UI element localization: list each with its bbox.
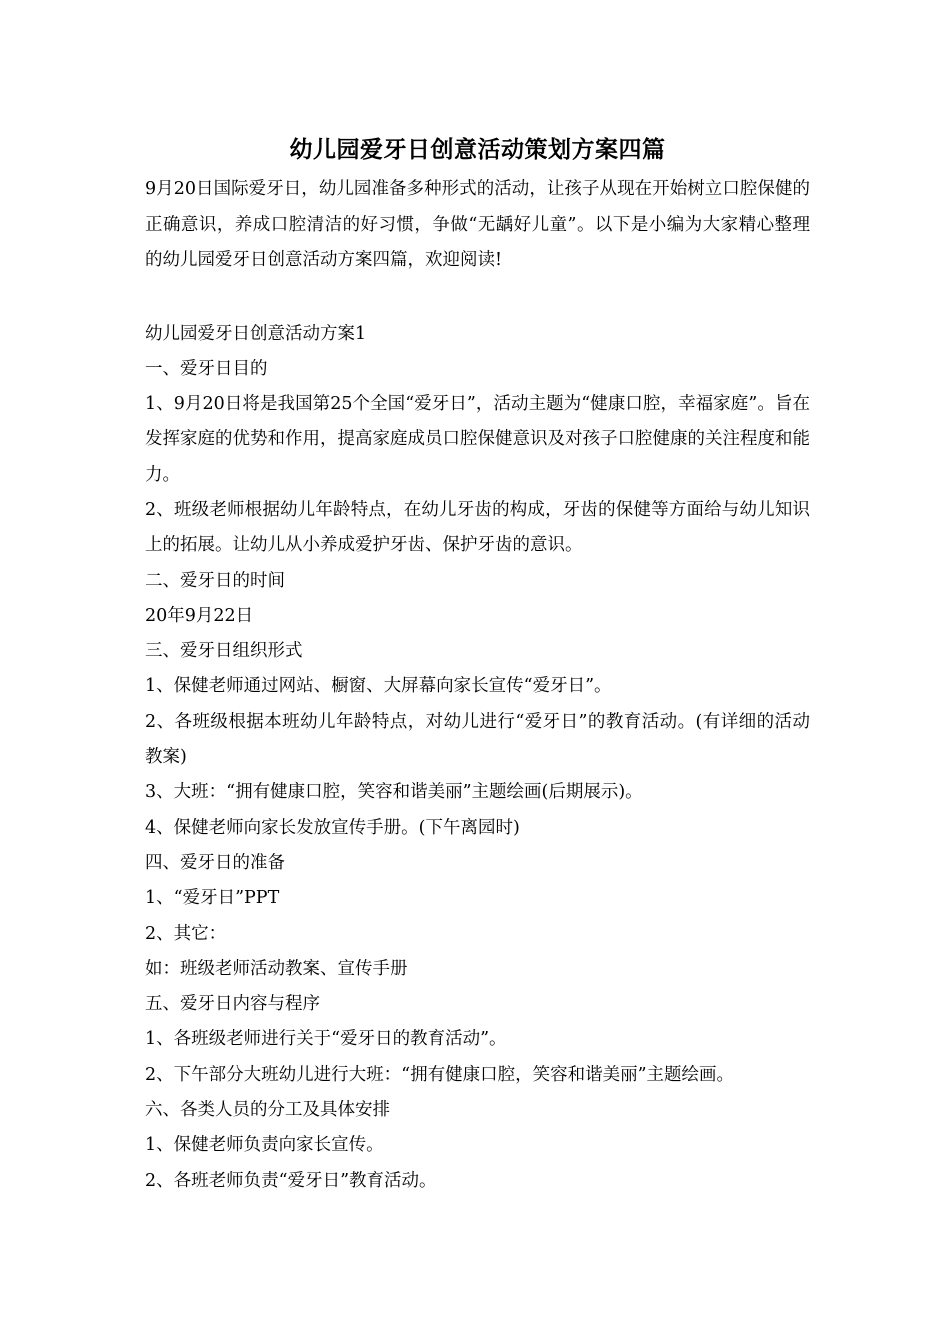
content-item-2: 2、下午部分大班幼儿进行大班：“拥有健康口腔，笑容和谐美丽”主题绘画。	[145, 1064, 735, 1085]
heading-preparation: 四、爱牙日的准备	[145, 852, 285, 873]
document-title: 幼儿园爱牙日创意活动策划方案四篇	[289, 137, 666, 163]
document-page	[145, 128, 810, 1199]
format-item-2: 2、各班级根据本班幼儿年龄特点，对幼儿进行“爱牙日”的教育活动。(有详细的活动教案)	[145, 711, 810, 768]
preparation-example: 如：班级老师活动教案、宣传手册	[145, 958, 408, 979]
section-title-plan-1: 幼儿园爱牙日创意活动方案1	[145, 323, 367, 344]
staff-item-1: 1、保健老师负责向家长宣传。	[145, 1135, 384, 1156]
intro-paragraph: 9月20日国际爱牙日，幼儿园准备多种形式的活动，让孩子从现在开始树立口腔保健的正确意识，养成口腔清洁的好习惯，争做“无龋好儿童”。以下是小编为大家精心整理的幼儿园爱牙日创意活动方案四篇，欢迎阅读!	[145, 179, 810, 270]
preparation-item-1: 1、“爱牙日”PPT	[145, 888, 280, 909]
heading-format: 三、爱牙日组织形式	[145, 641, 303, 662]
purpose-item-1: 1、9月20日将是我国第25个全国“爱牙日”，活动主题为“健康口腔，幸福家庭”。旨在发挥家庭的优势和作用，提高家庭成员口腔保健意识及对孩子口腔健康的关注程度和能力。	[145, 394, 810, 485]
staff-item-2: 2、各班老师负责“爱牙日”教育活动。	[145, 1170, 437, 1191]
paragraph-gap	[145, 279, 810, 317]
heading-purpose: 一、爱牙日目的	[145, 358, 268, 379]
purpose-item-2: 2、班级老师根据幼儿年龄特点，在幼儿牙齿的构成，牙齿的保健等方面给与幼儿知识上的拓展。让幼儿从小养成爱护牙齿、保护牙齿的意识。	[145, 499, 810, 556]
format-item-3: 3、大班：“拥有健康口腔，笑容和谐美丽”主题绘画(后期展示)。	[145, 782, 643, 803]
heading-staff: 六、各类人员的分工及具体安排	[145, 1100, 390, 1121]
heading-time: 二、爱牙日的时间	[145, 570, 285, 591]
format-item-1: 1、保健老师通过网站、橱窗、大屏幕向家长宣传“爱牙日”。	[145, 676, 612, 697]
time-value: 20年9月22日	[145, 605, 254, 626]
heading-content: 五、爱牙日内容与程序	[145, 994, 320, 1015]
preparation-item-2: 2、其它：	[145, 923, 227, 944]
format-item-4: 4、保健老师向家长发放宣传手册。(下午离园时)	[145, 817, 520, 838]
content-item-1: 1、各班级老师进行关于“爱牙日的教育活动”。	[145, 1029, 507, 1050]
